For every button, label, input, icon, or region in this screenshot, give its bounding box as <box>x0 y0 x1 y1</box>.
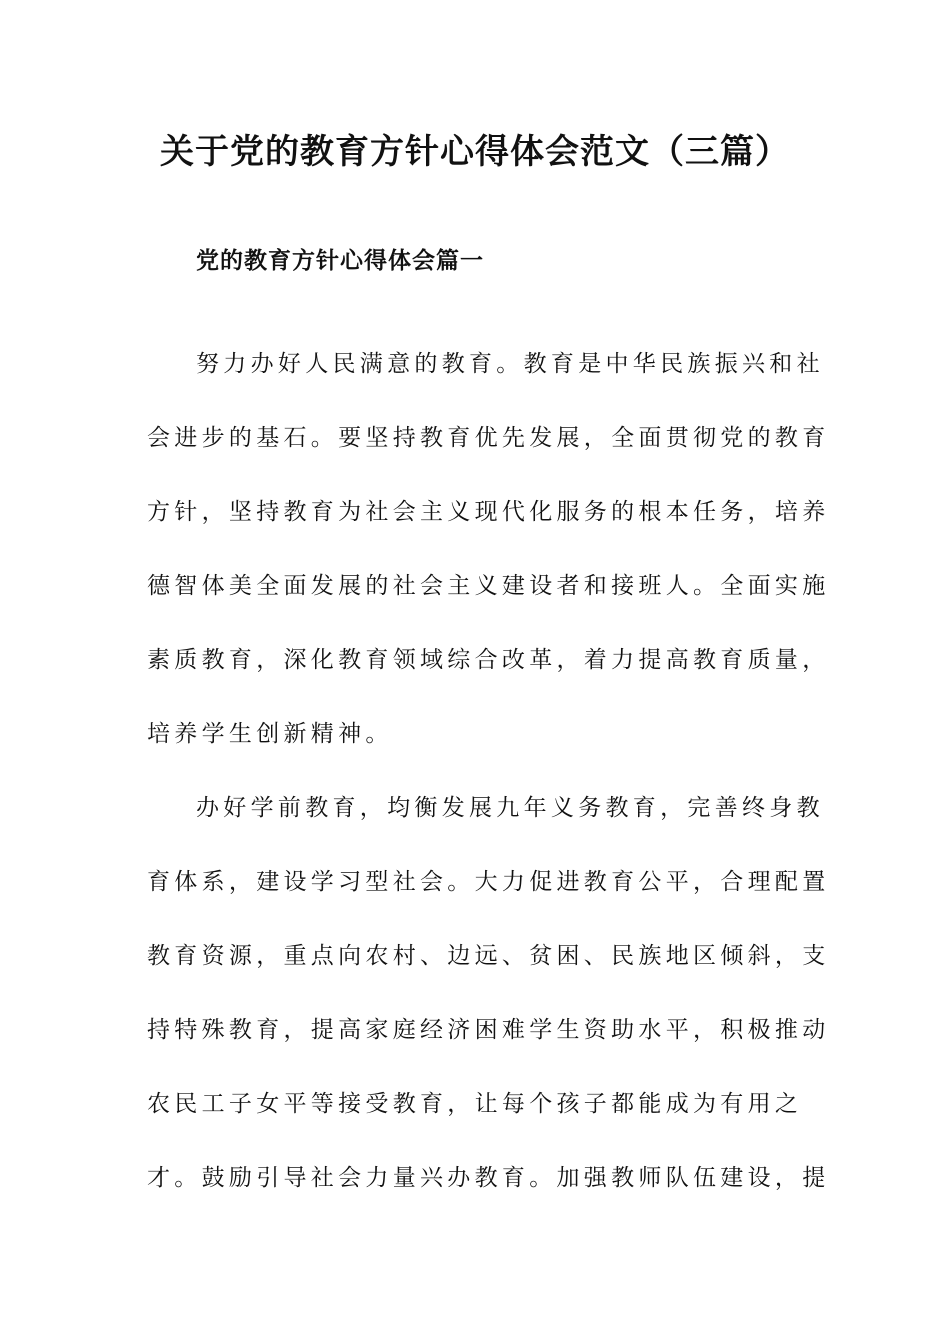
paragraph-line: 教育资源，重点向农村、边远、贫困、民族地区倾斜，支 <box>147 943 830 969</box>
paragraph-line: 农民工子女平等接受教育，让每个孩子都能成为有用之 <box>147 1091 803 1117</box>
paragraph-line: 方针，坚持教育为社会主义现代化服务的根本任务，培养 <box>147 499 830 525</box>
paragraph-line: 努力办好人民满意的教育。教育是中华民族振兴和社 <box>196 351 824 377</box>
paragraph-line: 德智体美全面发展的社会主义建设者和接班人。全面实施 <box>147 573 830 599</box>
document-body <box>147 340 830 1228</box>
document-title: 关于党的教育方针心得体会范文（三篇） <box>160 132 790 172</box>
paragraph-line: 持特殊教育，提高家庭经济困难学生资助水平，积极推动 <box>147 1017 830 1043</box>
section-heading: 党的教育方针心得体会篇一 <box>196 247 484 274</box>
paragraph-line: 办好学前教育，均衡发展九年义务教育，完善终身教 <box>196 795 824 821</box>
paragraph-line: 培养学生创新精神。 <box>147 721 393 747</box>
paragraph-line: 育体系，建设学习型社会。大力促进教育公平，合理配置 <box>147 869 830 895</box>
paragraph-2 <box>147 784 830 1228</box>
paragraph-line: 素质教育，深化教育领域综合改革，着力提高教育质量， <box>147 647 830 673</box>
paragraph-1 <box>147 340 830 784</box>
paragraph-line: 才。鼓励引导社会力量兴办教育。加强教师队伍建设，提 <box>147 1165 830 1191</box>
paragraph-line: 会进步的基石。要坚持教育优先发展，全面贯彻党的教育 <box>147 425 830 451</box>
